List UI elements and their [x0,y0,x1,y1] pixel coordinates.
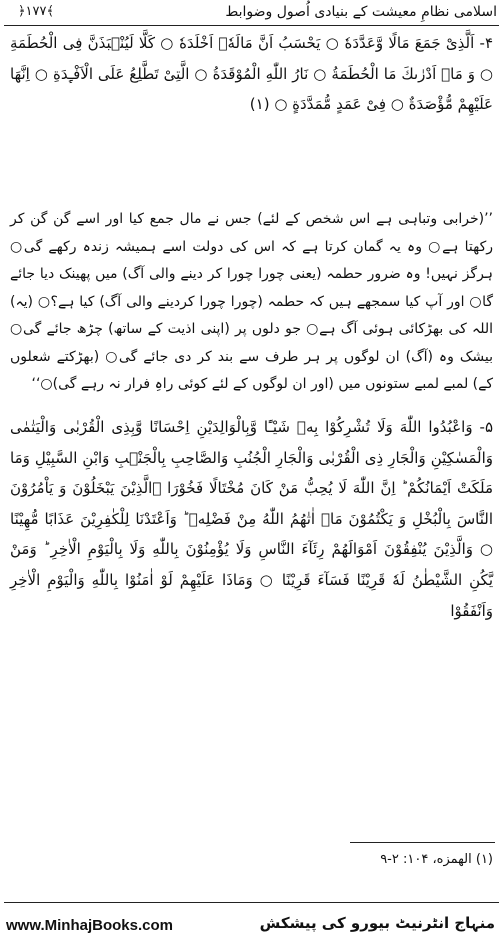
page-header [0,0,503,24]
quran-verse-4: ۴- اَلَّذِیْ جَمَعَ مَالًا وَّعَدَّدَهٗ ○ يَحْسَبُ اَنَّ مَالَهٗۤ اَخْلَدَهٗ ○ كَلَّا لَيُنْۢبَذَنَّ فِی الْحُطَمَةِ ○ وَ مَاۤ اَدْرٰىكَ مَا الْحُطَمَةُ ○ نَارُ اللّٰهِ الْمُوْقَدَةُ ○ الَّتِیْ تَطَّلِعُ عَلَى الْاَفْـِٕدَةِ ○ اِنَّهَا عَلَيْهِمْ مُّؤْصَدَةٌ ○ فِیْ عَمَدٍ مُّمَدَّدَةٍ ○ (۱) [10,34,493,114]
footnote: (۱) الهمزه، ۱۰۴: ۲-۹ [380,852,493,867]
footnote-divider [350,842,495,843]
book-title: اسلامی نظامِ معیشت کے بنیادی اُصول وضوابط [225,4,497,20]
footer-website-link[interactable]: www.MinhajBooks.com [6,917,173,934]
page-number: ﴿۱۷۷﴾ [17,4,55,19]
header-divider [4,25,499,26]
urdu-translation-4: ’’(خرابی وتباہی ہے اس شخص کے لئے) جس نے مال جمع کیا اور اسے گن گن کر رکھتا ہے○ وہ یہ گمان کرتا ہے کہ اس کی دولت اسے ہمیشہ زندہ رکھے گی○ ہرگز نہیں! وہ ضرور حطمہ (یعنی چورا چورا کر دینے والی آگ) میں پھینک دیا جائے گا○ اور آپ کیا سمجھے ہیں کہ حطمہ (چورا چورا کردینے والی آگ) کیا ہے؟○ (یہ) اللہ کی بھڑکائی ہوئی آگ ہے○ جو دلوں پر (اپنی اذیت کے ساتھ) چڑھ جائے گی○ بیشک وہ (آگ) ان لوگوں پر ہر طرف سے بند کر دی جائے گی○ (بھڑکتے شعلوں کے) لمبے لمبے ستونوں میں (اور ان لوگوں کے لئے کوئی راہِ فرار نہ رہے گی)○‘‘ [10,211,493,392]
footer-credit: منہاج انٹرنیٹ بیورو کی پیشکش [259,914,495,932]
footer-divider [4,902,499,903]
quran-verse-5: ۵- وَاعْبُدُوا اللّٰهَ وَلَا تُشْرِكُوْا بِهٖ شَيْـًٔا وَّبِالْوَالِدَيْنِ اِحْسَانًا وَّبِذِی الْقُرْبٰى وَالْيَتٰمٰى وَالْمَسٰكِيْنِ وَالْجَارِ ذِی الْقُرْبٰى وَالْجَارِ الْجُنُبِ وَالصَّاحِبِ بِالْجَنْۢبِ وَابْنِ السَّبِيْلِ وَمَا مَلَكَتْ اَيْمَانُكُمْ ؕ اِنَّ اللّٰهَ لَا يُحِبُّ مَنْ كَانَ مُخْتَالًا فَخُوْرَا ۙالَّذِيْنَ يَبْخَلُوْنَ وَ يَاْمُرُوْنَ النَّاسَ بِالْبُخْلِ وَ يَكْتُمُوْنَ مَاۤ اٰتٰهُمُ اللّٰهُ مِنْ فَضْلِهٖ ؕ وَاَعْتَدْنَا لِلْكٰفِرِيْنَ عَذَابًا مُّهِيْنًا ○ وَالَّذِيْنَ يُنْفِقُوْنَ اَمْوَالَهُمْ رِئَآءَ النَّاسِ وَلَا يُؤْمِنُوْنَ بِاللّٰهِ وَلَا بِالْيَوْمِ الْاٰخِرِ ؕ وَمَنْ يَّكُنِ الشَّيْطٰنُ لَهٗ قَرِيْنًا فَسَآءَ قَرِيْنًا ○ وَمَاذَا عَلَيْهِمْ لَوْ اٰمَنُوْا بِاللّٰهِ وَالْيَوْمِ الْاٰخِرِ وَاَنْفَقُوْا [10,418,493,620]
